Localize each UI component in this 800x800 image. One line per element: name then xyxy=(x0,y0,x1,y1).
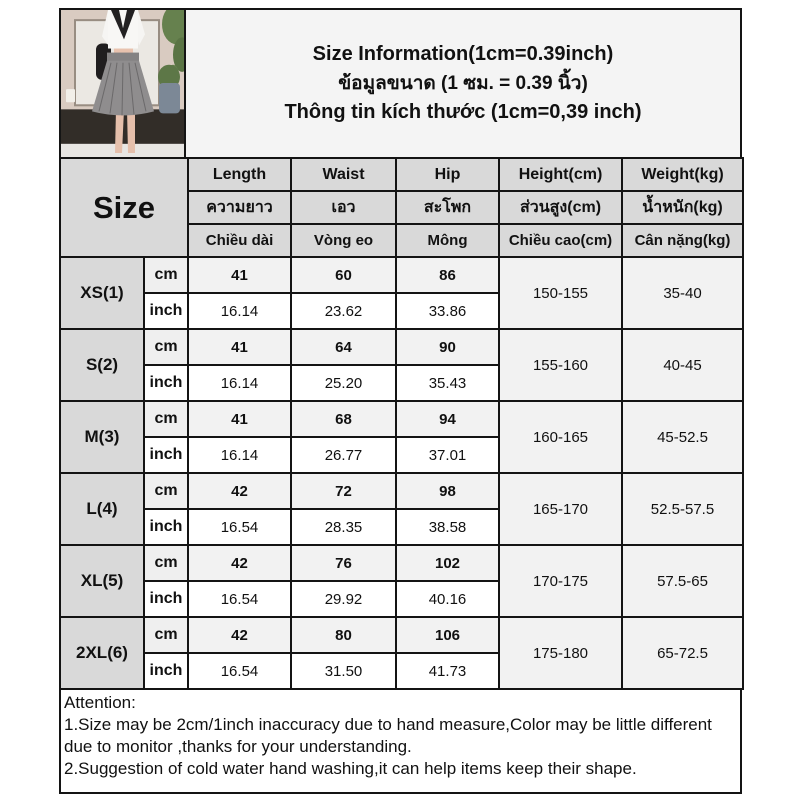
cell-s-length-cm: 41 xyxy=(188,329,291,365)
cell-m-height: 160-165 xyxy=(499,401,622,473)
cell-xs-waist-inch: 23.62 xyxy=(291,293,396,329)
col-header-length-vi: Chiều dài xyxy=(188,224,291,257)
unit-label-cm: cm xyxy=(144,401,188,437)
size-label-s: S(2) xyxy=(60,329,144,401)
size-label-xs: XS(1) xyxy=(60,257,144,329)
cell-s-waist-cm: 64 xyxy=(291,329,396,365)
unit-label-inch: inch xyxy=(144,509,188,545)
cell-2xl-hip-cm: 106 xyxy=(396,617,499,653)
col-header-weight-en: Weight(kg) xyxy=(622,158,743,191)
cell-2xl-height: 175-180 xyxy=(499,617,622,689)
product-photo xyxy=(59,8,186,157)
table-row-xl-cm xyxy=(60,545,743,581)
col-header-height-th: ส่วนสูง(cm) xyxy=(499,191,622,224)
size-header-cell: Size xyxy=(60,158,188,257)
cell-2xl-hip-inch: 41.73 xyxy=(396,653,499,689)
cell-l-waist-inch: 28.35 xyxy=(291,509,396,545)
top-row xyxy=(59,8,742,157)
col-header-waist-vi: Vòng eo xyxy=(291,224,396,257)
unit-label-cm: cm xyxy=(144,329,188,365)
cell-m-weight: 45-52.5 xyxy=(622,401,743,473)
unit-label-inch: inch xyxy=(144,293,188,329)
cell-l-weight: 52.5-57.5 xyxy=(622,473,743,545)
unit-label-inch: inch xyxy=(144,581,188,617)
cell-xs-weight: 35-40 xyxy=(622,257,743,329)
unit-label-cm: cm xyxy=(144,617,188,653)
cell-l-hip-cm: 98 xyxy=(396,473,499,509)
cell-xs-length-cm: 41 xyxy=(188,257,291,293)
cell-xs-hip-cm: 86 xyxy=(396,257,499,293)
cell-xl-waist-cm: 76 xyxy=(291,545,396,581)
table-row-xs-cm xyxy=(60,257,743,293)
unit-label-inch: inch xyxy=(144,653,188,689)
size-chart-sheet xyxy=(59,8,742,794)
cell-s-height: 155-160 xyxy=(499,329,622,401)
title-english: Size Information(1cm=0.39inch) xyxy=(312,43,614,65)
cell-m-hip-inch: 37.01 xyxy=(396,437,499,473)
cell-xl-weight: 57.5-65 xyxy=(622,545,743,617)
cell-xl-length-inch: 16.54 xyxy=(188,581,291,617)
cell-xl-height: 170-175 xyxy=(499,545,622,617)
cell-m-waist-cm: 68 xyxy=(291,401,396,437)
unit-label-inch: inch xyxy=(144,365,188,401)
cell-2xl-length-inch: 16.54 xyxy=(188,653,291,689)
col-header-length-th: ความยาว xyxy=(188,191,291,224)
cell-2xl-waist-inch: 31.50 xyxy=(291,653,396,689)
attention-note-1: 1.Size may be 2cm/1inch inaccuracy due to hand measure,Color may be little different due to monitor ,thanks for your understanding. xyxy=(64,715,712,756)
header-row-english xyxy=(60,158,743,191)
col-header-length-en: Length xyxy=(188,158,291,191)
col-header-height-en: Height(cm) xyxy=(499,158,622,191)
col-header-weight-vi: Cân nặng(kg) xyxy=(622,224,743,257)
product-photo-illustration xyxy=(61,10,184,157)
cell-xs-length-inch: 16.14 xyxy=(188,293,291,329)
title-box xyxy=(186,8,742,157)
size-label-m: M(3) xyxy=(60,401,144,473)
cell-xs-hip-inch: 33.86 xyxy=(396,293,499,329)
unit-label-cm: cm xyxy=(144,545,188,581)
cell-s-waist-inch: 25.20 xyxy=(291,365,396,401)
cell-xs-height: 150-155 xyxy=(499,257,622,329)
table-row-m-cm xyxy=(60,401,743,437)
cell-2xl-length-cm: 42 xyxy=(188,617,291,653)
cell-2xl-waist-cm: 80 xyxy=(291,617,396,653)
attention-box xyxy=(59,690,742,794)
size-label-l: L(4) xyxy=(60,473,144,545)
cell-m-waist-inch: 26.77 xyxy=(291,437,396,473)
unit-label-inch: inch xyxy=(144,437,188,473)
col-header-hip-en: Hip xyxy=(396,158,499,191)
cell-l-length-inch: 16.54 xyxy=(188,509,291,545)
cell-s-hip-inch: 35.43 xyxy=(396,365,499,401)
cell-l-hip-inch: 38.58 xyxy=(396,509,499,545)
cell-s-weight: 40-45 xyxy=(622,329,743,401)
cell-l-waist-cm: 72 xyxy=(291,473,396,509)
cell-2xl-weight: 65-72.5 xyxy=(622,617,743,689)
cell-s-hip-cm: 90 xyxy=(396,329,499,365)
cell-s-length-inch: 16.14 xyxy=(188,365,291,401)
col-header-height-vi: Chiều cao(cm) xyxy=(499,224,622,257)
cell-xl-waist-inch: 29.92 xyxy=(291,581,396,617)
cell-m-length-inch: 16.14 xyxy=(188,437,291,473)
attention-heading: Attention: xyxy=(64,693,136,712)
cell-m-hip-cm: 94 xyxy=(396,401,499,437)
col-header-waist-th: เอว xyxy=(291,191,396,224)
size-chart-table xyxy=(59,157,744,690)
cell-xs-waist-cm: 60 xyxy=(291,257,396,293)
col-header-hip-vi: Mông xyxy=(396,224,499,257)
table-row-l-cm xyxy=(60,473,743,509)
cell-l-height: 165-170 xyxy=(499,473,622,545)
col-header-waist-en: Waist xyxy=(291,158,396,191)
col-header-weight-th: น้ำหนัก(kg) xyxy=(622,191,743,224)
title-vietnamese: Thông tin kích thước (1cm=0,39 inch) xyxy=(284,101,642,123)
col-header-hip-th: สะโพก xyxy=(396,191,499,224)
attention-note-2: 2.Suggestion of cold water hand washing,it can help items keep their shape. xyxy=(64,759,637,778)
cell-m-length-cm: 41 xyxy=(188,401,291,437)
cell-xl-hip-cm: 102 xyxy=(396,545,499,581)
table-row-s-cm xyxy=(60,329,743,365)
unit-label-cm: cm xyxy=(144,257,188,293)
cell-xl-length-cm: 42 xyxy=(188,545,291,581)
cell-l-length-cm: 42 xyxy=(188,473,291,509)
size-label-xl: XL(5) xyxy=(60,545,144,617)
unit-label-cm: cm xyxy=(144,473,188,509)
title-thai: ข้อมูลขนาด (1 ซม. = 0.39 นิ้ว) xyxy=(338,73,588,94)
cell-xl-hip-inch: 40.16 xyxy=(396,581,499,617)
size-label-2xl: 2XL(6) xyxy=(60,617,144,689)
table-row-2xl-cm xyxy=(60,617,743,653)
